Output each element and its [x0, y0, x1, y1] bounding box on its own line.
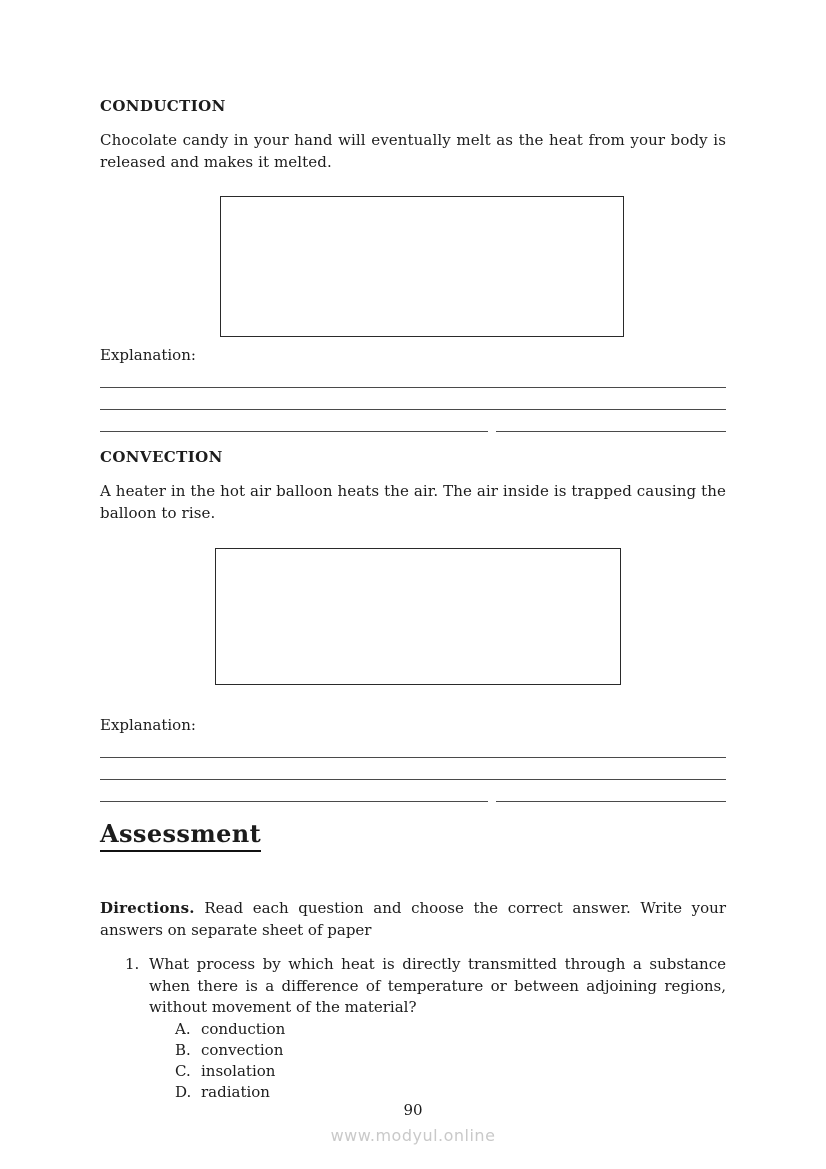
watermark: www.modyul.online — [330, 1126, 496, 1145]
explanation-write-lines — [100, 736, 726, 802]
blank-line-segment — [100, 780, 488, 802]
explanation-label: Explanation: — [100, 346, 196, 364]
option-text: insolation — [201, 1061, 276, 1080]
conduction-description: Chocolate candy in your hand will eventually melt as the heat from your body is released and makes it melted. — [100, 131, 726, 171]
blank-line-segment — [496, 410, 726, 432]
section-heading-convection: CONVECTION — [100, 448, 223, 466]
page-number: 90 — [403, 1101, 423, 1119]
blank-line — [100, 736, 726, 758]
directions-text: Read each question and choose the correct answer. Write your answers on separate sheet of paper — [100, 899, 726, 939]
option-text: radiation — [201, 1082, 270, 1101]
option-d — [175, 1082, 726, 1103]
question-1-options — [175, 1019, 726, 1103]
section-assessment — [100, 802, 726, 1103]
blank-line — [100, 366, 726, 388]
blank-line — [100, 388, 726, 410]
option-letter: C. — [175, 1061, 191, 1080]
option-text: convection — [201, 1040, 284, 1059]
section-conduction — [100, 97, 726, 432]
option-c — [175, 1061, 726, 1082]
assessment-title: Assessment — [100, 819, 261, 852]
blank-line — [100, 410, 726, 432]
convection-description: A heater in the hot air balloon heats the air. The air inside is trapped causing the balloon to rise. — [100, 482, 726, 522]
blank-line-segment — [100, 410, 488, 432]
section-convection — [100, 448, 726, 802]
question-text: What process by which heat is directly transmitted through a substance when there is a difference of temperature or between adjoining regions, without movement of the material? — [149, 955, 726, 1016]
option-b — [175, 1040, 726, 1061]
directions-label: Directions. — [100, 899, 195, 917]
explanation-label: Explanation: — [100, 716, 196, 734]
section-heading-conduction: CONDUCTION — [100, 97, 226, 115]
question-number: 1. — [125, 955, 140, 973]
option-text: conduction — [201, 1019, 286, 1038]
question-1 — [125, 954, 726, 1019]
option-letter: A. — [175, 1019, 191, 1038]
explanation-write-lines — [100, 366, 726, 432]
assessment-directions — [100, 898, 726, 941]
option-letter: D. — [175, 1082, 192, 1101]
option-a — [175, 1019, 726, 1040]
convection-answer-box — [215, 548, 621, 685]
conduction-answer-box — [220, 196, 624, 337]
option-letter: B. — [175, 1040, 191, 1059]
blank-line-segment — [496, 780, 726, 802]
blank-line — [100, 780, 726, 802]
blank-line — [100, 758, 726, 780]
